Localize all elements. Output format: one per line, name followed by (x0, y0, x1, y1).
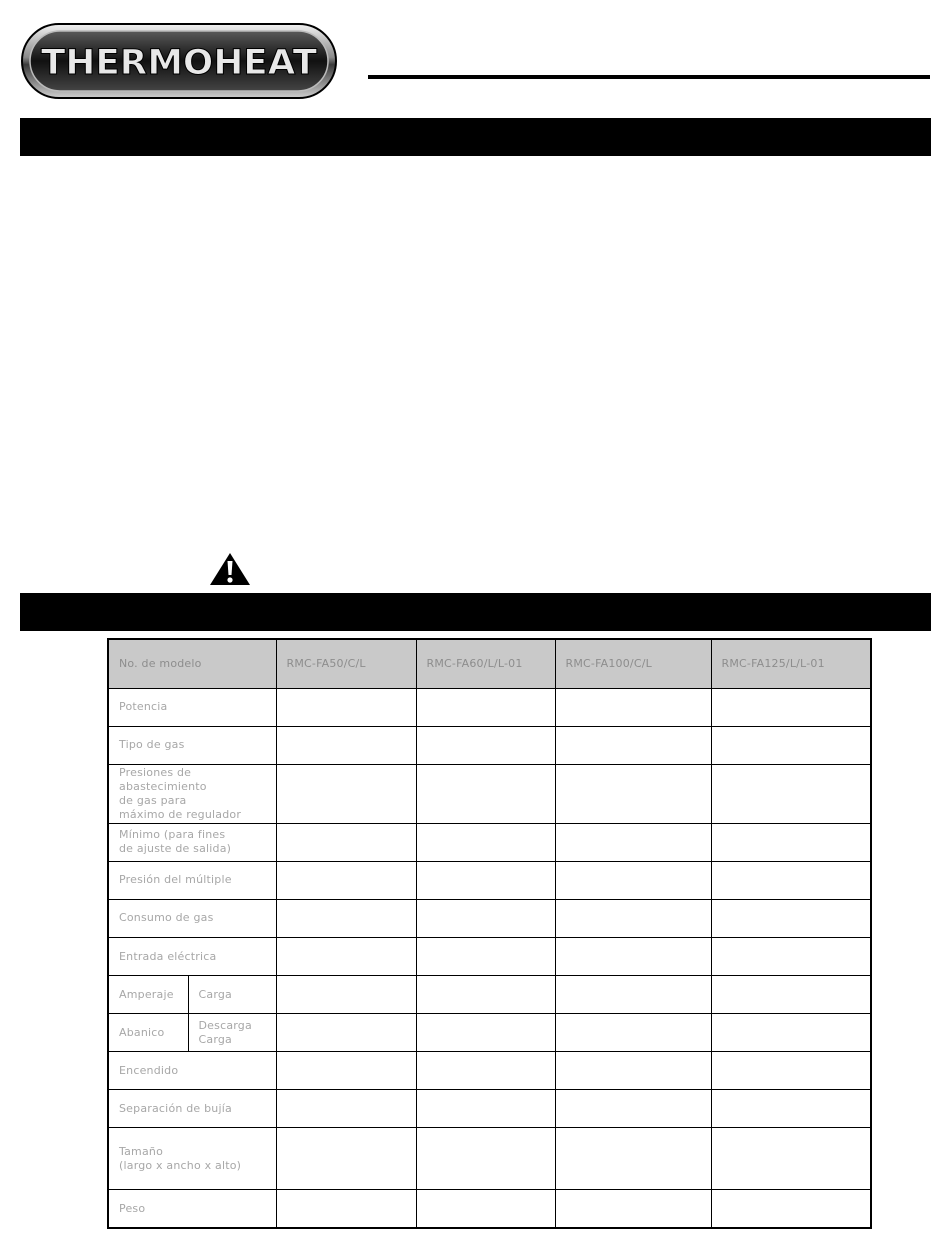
row-label-line: abastecimiento (119, 779, 207, 793)
section-band-top (20, 118, 931, 156)
value-cell (416, 1014, 555, 1052)
value-cell (276, 976, 416, 1014)
value-cell (555, 861, 711, 899)
value-cell (555, 823, 711, 861)
row-label (108, 764, 276, 823)
value-cell (276, 899, 416, 937)
row-label: Entrada eléctrica (108, 937, 276, 975)
value-cell (276, 688, 416, 726)
value-cell (555, 899, 711, 937)
table-row (108, 861, 871, 899)
value-cell (555, 764, 711, 823)
value-cell (555, 688, 711, 726)
value-cell (416, 823, 555, 861)
model-header-cell: RMC-FA50/C/L (276, 639, 416, 688)
row-label: Separación de bujía (108, 1090, 276, 1128)
value-cell (555, 976, 711, 1014)
table-row (108, 937, 871, 975)
value-cell (711, 764, 871, 823)
value-cell (276, 1052, 416, 1090)
table-row (108, 1090, 871, 1128)
value-cell (276, 861, 416, 899)
value-cell (416, 726, 555, 764)
table-row (108, 1014, 871, 1052)
specifications-table (107, 638, 872, 1229)
model-header-cell: RMC-FA125/L/L-01 (711, 639, 871, 688)
value-cell (555, 1014, 711, 1052)
row-label-line: máximo de regulador (119, 807, 242, 821)
row-label-line: Presiones de (119, 765, 192, 779)
value-cell (416, 937, 555, 975)
row-label: Amperaje (108, 976, 188, 1014)
logo-text: THERMOHEAT (41, 43, 318, 83)
row-label-line: de gas para (119, 793, 187, 807)
value-cell (416, 1090, 555, 1128)
value-cell (711, 899, 871, 937)
value-cell (555, 1190, 711, 1228)
value-cell (416, 899, 555, 937)
row-label-line: (largo x ancho x alto) (119, 1158, 242, 1172)
value-cell (711, 937, 871, 975)
row-label (108, 823, 276, 861)
table-header-row (108, 639, 871, 688)
row-label: Encendido (108, 1052, 276, 1090)
row-sublabel: Carga (188, 976, 276, 1014)
row-label: Consumo de gas (108, 899, 276, 937)
value-cell (276, 726, 416, 764)
row-label (108, 1128, 276, 1190)
model-header-cell: RMC-FA100/C/L (555, 639, 711, 688)
warning-icon (208, 551, 252, 587)
model-header-cell: RMC-FA60/L/L-01 (416, 639, 555, 688)
row-label: Abanico (108, 1014, 188, 1052)
value-cell (276, 823, 416, 861)
value-cell (711, 1128, 871, 1190)
value-cell (711, 861, 871, 899)
value-cell (276, 764, 416, 823)
table-row (108, 764, 871, 823)
model-label-cell: No. de modelo (108, 639, 276, 688)
row-label-line: Descarga (198, 1018, 252, 1032)
value-cell (416, 861, 555, 899)
value-cell (555, 937, 711, 975)
value-cell (276, 937, 416, 975)
value-cell (555, 726, 711, 764)
row-label-line: Carga (198, 1032, 232, 1046)
value-cell (711, 1090, 871, 1128)
table-row (108, 1052, 871, 1090)
header-rule (368, 75, 930, 79)
table-row (108, 899, 871, 937)
value-cell (711, 1014, 871, 1052)
value-cell (416, 1190, 555, 1228)
row-label-line: Mínimo (para fines (119, 828, 226, 842)
value-cell (711, 1052, 871, 1090)
value-cell (416, 688, 555, 726)
thermoheat-logo (20, 22, 338, 100)
table-row (108, 1190, 871, 1228)
table-row (108, 1128, 871, 1190)
table-row (108, 726, 871, 764)
value-cell (555, 1128, 711, 1190)
value-cell (416, 764, 555, 823)
row-label: Tipo de gas (108, 726, 276, 764)
row-label: Peso (108, 1190, 276, 1228)
table-row (108, 976, 871, 1014)
row-label-line: Tamaño (119, 1144, 163, 1158)
value-cell (555, 1052, 711, 1090)
section-band-specs (20, 593, 931, 631)
value-cell (711, 1190, 871, 1228)
table-row (108, 688, 871, 726)
value-cell (711, 688, 871, 726)
value-cell (276, 1190, 416, 1228)
value-cell (416, 1128, 555, 1190)
value-cell (276, 1128, 416, 1190)
row-label: Presión del múltiple (108, 861, 276, 899)
value-cell (711, 823, 871, 861)
value-cell (416, 976, 555, 1014)
value-cell (711, 976, 871, 1014)
value-cell (711, 726, 871, 764)
value-cell (416, 1052, 555, 1090)
value-cell (555, 1090, 711, 1128)
value-cell (276, 1090, 416, 1128)
value-cell (276, 1014, 416, 1052)
row-label: Potencia (108, 688, 276, 726)
row-label-line: de ajuste de salida) (119, 842, 232, 856)
row-sublabel (188, 1014, 276, 1052)
table-row (108, 823, 871, 861)
